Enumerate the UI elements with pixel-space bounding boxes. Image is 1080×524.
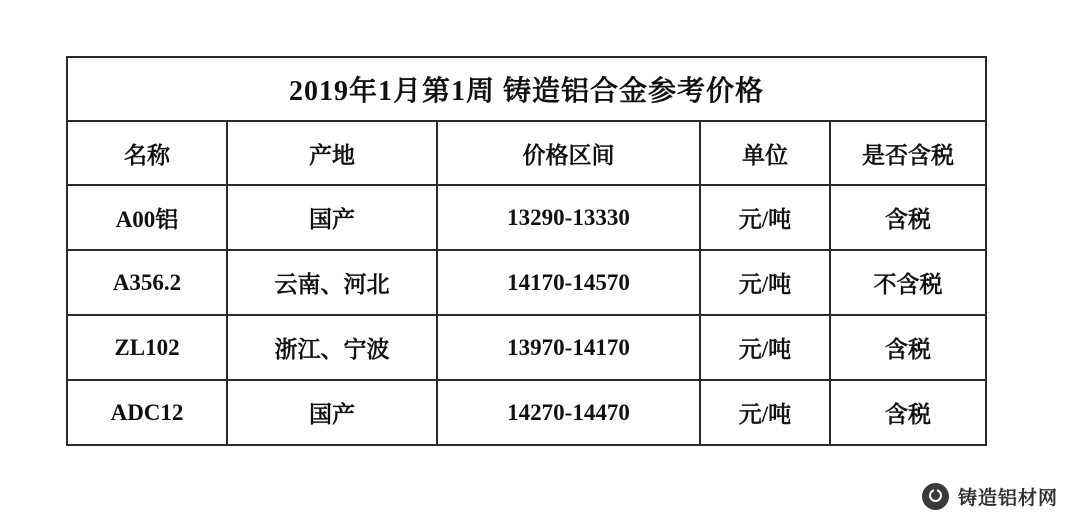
column-header-origin: 产地 [227,121,437,185]
cell-tax: 含税 [830,185,986,250]
cell-tax: 含税 [830,380,986,445]
table-header-row [67,121,986,185]
cell-unit: 元/吨 [700,250,830,315]
cell-unit: 元/吨 [700,315,830,380]
column-header-unit: 单位 [700,121,830,185]
cell-price-range: 14270-14470 [437,380,700,445]
price-table [66,56,987,446]
cell-tax: 含税 [830,315,986,380]
column-header-name: 名称 [67,121,227,185]
column-header-tax: 是否含税 [830,121,986,185]
cell-price-range: 14170-14570 [437,250,700,315]
table-row [67,380,986,445]
table-title: 2019年1月第1周 铸造铝合金参考价格 [67,57,986,121]
cell-name: A356.2 [67,250,227,315]
cell-origin: 国产 [227,380,437,445]
cell-unit: 元/吨 [700,380,830,445]
table-row [67,185,986,250]
table-row [67,250,986,315]
cell-name: ZL102 [67,315,227,380]
cell-tax: 不含税 [830,250,986,315]
watermark-label: 铸造铝材网 [957,488,1058,509]
table-row [67,315,986,380]
watermark [922,483,1058,510]
cell-unit: 元/吨 [700,185,830,250]
wechat-account-logo-icon [922,483,949,510]
cell-name: A00铝 [67,185,227,250]
cell-origin: 国产 [227,185,437,250]
column-header-price-range: 价格区间 [437,121,700,185]
cell-name: ADC12 [67,380,227,445]
cell-origin: 浙江、宁波 [227,315,437,380]
cell-origin: 云南、河北 [227,250,437,315]
table-title-row [67,57,986,121]
cell-price-range: 13970-14170 [437,315,700,380]
cell-price-range: 13290-13330 [437,185,700,250]
